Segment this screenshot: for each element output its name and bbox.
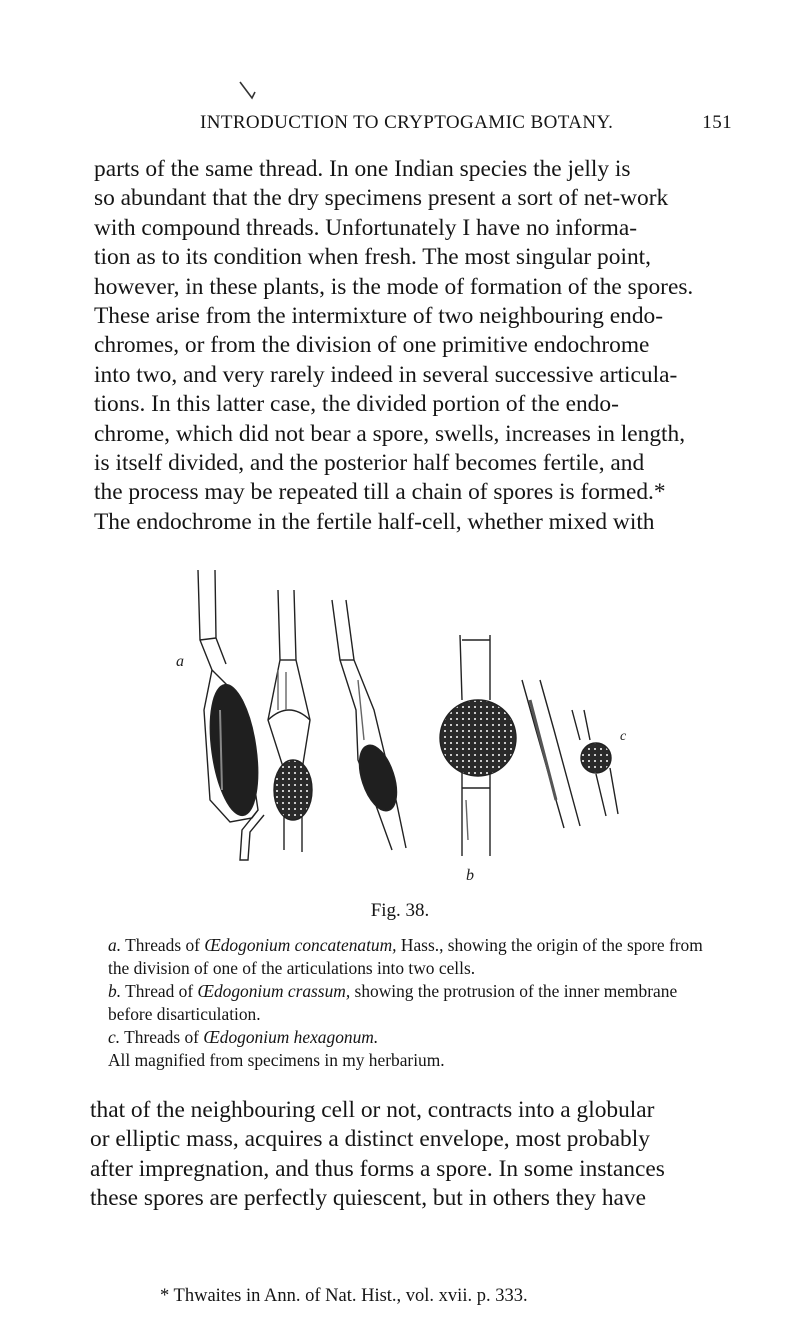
running-title: INTRODUCTION TO CRYPTOGAMIC BOTANY.	[200, 112, 614, 133]
caption-text: Thread of	[125, 981, 194, 1001]
figure-caption	[92, 934, 722, 1072]
algae-threads-drawing	[160, 560, 650, 890]
text-line: tions. In this latter case, the divided portion of the endo-	[94, 391, 619, 418]
thread-b	[440, 635, 516, 856]
footnote: * Thwaites in Ann. of Nat. Hist., vol. xvii. p. 333.	[160, 1286, 528, 1306]
thread-c	[522, 680, 618, 828]
figure-title: Fig. 38.	[370, 900, 430, 921]
figure-label-a: a	[176, 653, 184, 670]
text-line: These arise from the intermixture of two neighbouring endo-	[94, 303, 664, 330]
pencil-mark	[236, 78, 266, 108]
body-paragraph-1	[94, 155, 726, 537]
caption-letter: a.	[108, 935, 122, 955]
text-line: chromes, or from the division of one primitive endochrome	[94, 332, 650, 359]
text-line: the process may be repeated till a chain of spores is formed.*	[94, 479, 666, 506]
text-line: these spores are perfectly quiescent, but in others they have	[90, 1185, 646, 1212]
text-line: The endochrome in the fertile half-cell, whether mixed with	[94, 508, 655, 535]
species-name: Œdogonium hexagonum.	[203, 1027, 379, 1047]
caption-text: Threads of	[125, 935, 200, 955]
text-line: so abundant that the dry specimens present a sort of net-work	[94, 185, 669, 212]
text-line: or elliptic mass, acquires a distinct envelope, most probably	[90, 1126, 650, 1153]
species-name: Œdogonium crassum,	[197, 981, 351, 1001]
caption-text: Threads of	[124, 1027, 199, 1047]
text-line: that of the neighbouring cell or not, contracts into a globular	[90, 1097, 655, 1123]
caption-text: showing the protrusion of the inner membrane before disarticulation.	[108, 981, 678, 1024]
figure-label-c: c	[620, 729, 627, 744]
text-line: with compound threads. Unfortunately I have no informa-	[94, 214, 638, 241]
species-name: Œdogonium concatenatum,	[204, 935, 397, 955]
text-line: is itself divided, and the posterior half becomes fertile, and	[94, 450, 645, 477]
thread-a-middle	[268, 590, 312, 852]
text-line: parts of the same thread. In one Indian species the jelly is	[94, 156, 631, 182]
page-number: 151	[702, 112, 732, 133]
text-line: chrome, which did not bear a spore, swells, increases in length,	[94, 420, 686, 447]
text-line: tion as to its condition when fresh. The most singular point,	[94, 244, 651, 271]
caption-text: Hass., showing the origin of the spore from the division of one of the articulations into two cells.	[108, 935, 703, 978]
caption-note: All magnified from specimens in my herbarium.	[108, 1050, 445, 1070]
thread-a-right	[332, 600, 406, 850]
figure-label-b: b	[466, 867, 474, 884]
caption-item-a	[92, 934, 722, 980]
caption-item-b	[92, 980, 722, 1026]
caption-item-c	[92, 1026, 722, 1049]
caption-letter: c.	[108, 1027, 121, 1047]
text-line: into two, and very rarely indeed in several successive articula-	[94, 361, 678, 388]
caption-letter: b.	[108, 981, 122, 1001]
text-line: after impregnation, and thus forms a spore. In some instances	[90, 1155, 665, 1182]
thread-a-left	[198, 570, 265, 860]
body-paragraph-2	[90, 1096, 722, 1214]
text-line: however, in these plants, is the mode of formation of the spores.	[94, 273, 694, 300]
page-header	[92, 112, 732, 142]
figure-illustration	[160, 560, 650, 890]
